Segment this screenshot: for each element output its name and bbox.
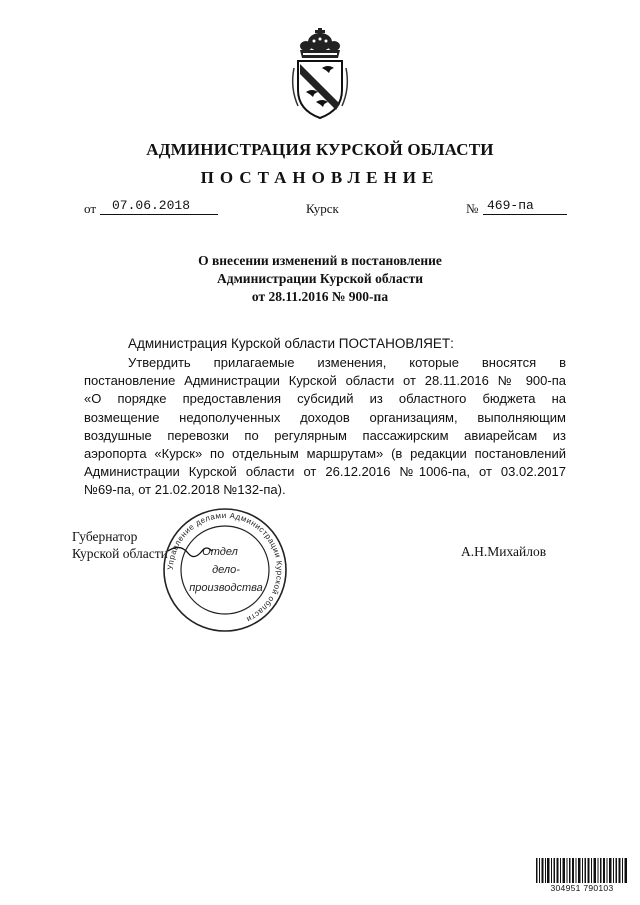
body-line: аэропорта «Курск» по отдельным маршрутам» (в редакции постановлений xyxy=(84,445,566,461)
body-line: №69-па, от 21.02.2018 №132-па). xyxy=(84,482,286,498)
signer-position-line: Губернатор xyxy=(72,529,138,544)
body-line: воздушные перевозки по регулярным пассажирским авиарейсам из xyxy=(84,427,566,443)
body-line: Администрации Курской области от 26.12.2016 №1006-па, от 03.02.2017 xyxy=(84,464,566,480)
stamp-center-line: Отдел xyxy=(202,546,238,558)
document-meta-row xyxy=(0,198,640,220)
body-line: постановление Администрации Курской области от 28.11.2016 № 900-па xyxy=(84,373,566,389)
signer-position xyxy=(72,528,168,562)
number-prefix: № xyxy=(466,201,479,216)
document-number: 469-па xyxy=(487,198,534,213)
document-subject xyxy=(0,252,640,306)
stamp-center-line: производства xyxy=(189,582,263,594)
body-line: «О порядке предоставления субсидий из областного бюджета на xyxy=(84,391,566,407)
subject-line: О внесении изменений в постановление xyxy=(198,253,442,268)
document-date: 07.06.2018 xyxy=(112,198,191,213)
body-paragraph xyxy=(84,354,566,500)
signer-position-line: Курской области xyxy=(72,546,168,561)
coat-of-arms-emblem xyxy=(288,28,352,120)
preamble: Администрация Курской области ПОСТАНОВЛЯЕТ: xyxy=(128,336,454,351)
barcode-number: 304951 790103 xyxy=(534,883,630,893)
document-type-title: ПОСТАНОВЛЕНИЕ xyxy=(200,168,440,187)
round-stamp xyxy=(160,505,290,635)
document-city: Курск xyxy=(306,201,339,216)
signer-name: А.Н.Михайлов xyxy=(461,544,547,559)
date-prefix: от xyxy=(84,201,97,216)
subject-line: Администрации Курской области xyxy=(217,271,423,286)
subject-line: от 28.11.2016 № 900-па xyxy=(251,289,389,304)
body-line: Утвердить прилагаемые изменения, которые вносятся в xyxy=(128,355,566,370)
stamp-center-line: дело- xyxy=(212,564,240,576)
stamp-ring-text: Управление делами Администрации Курской области xyxy=(165,510,285,625)
body-line: возмещение недополученных доходов организациям, выполняющим xyxy=(84,409,566,425)
organization-title: АДМИНИСТРАЦИЯ КУРСКОЙ ОБЛАСТИ xyxy=(146,140,494,159)
